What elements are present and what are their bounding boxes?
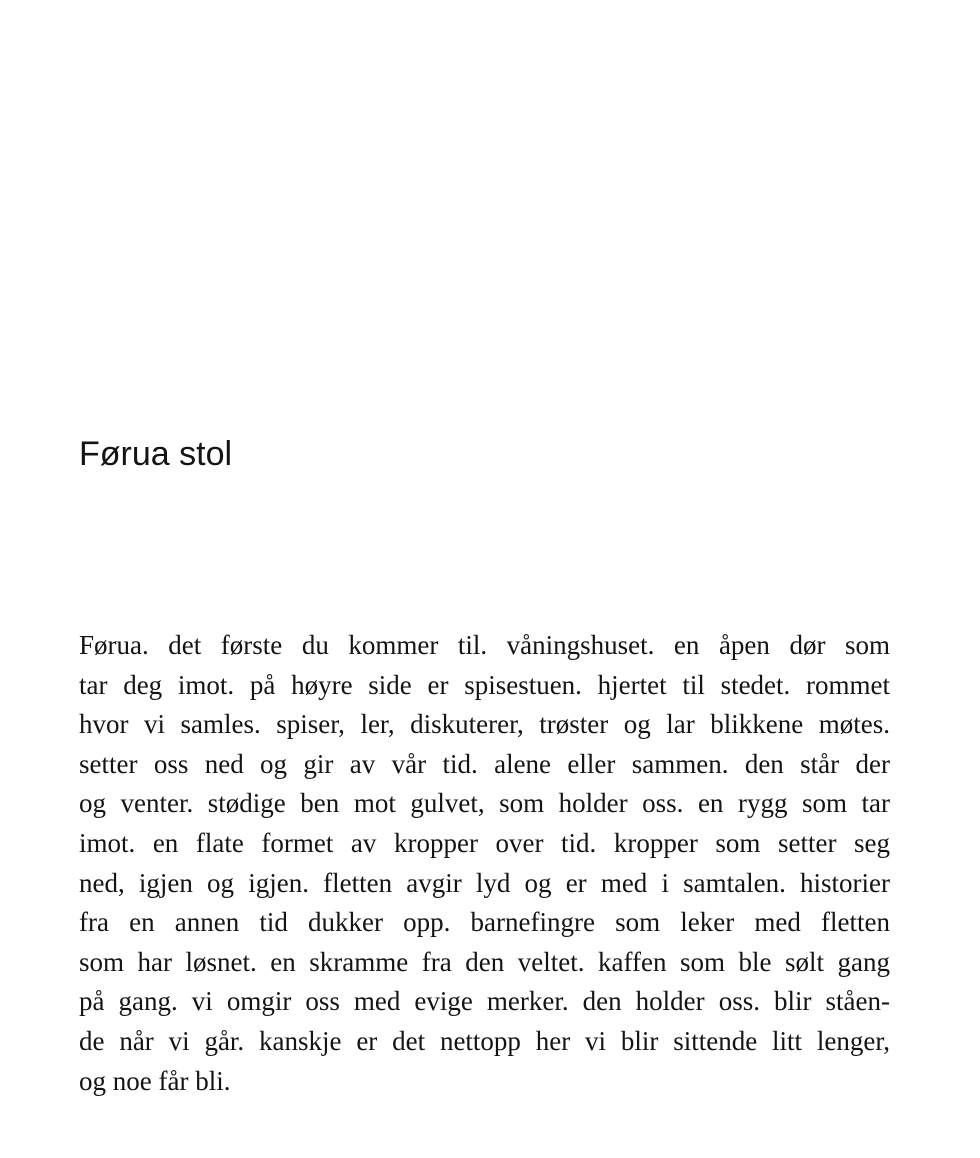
text-line: setter oss ned og gir av vår tid. alene eller sammen. den står der [79, 748, 890, 779]
text-line: og noe får bli. [79, 1065, 231, 1096]
text-line: og venter. stødige ben mot gulvet, som holder oss. en rygg som tar [79, 788, 890, 819]
text-line: på gang. vi omgir oss med evige merker. den holder oss. blir ståen- [79, 986, 890, 1017]
text-line: som har løsnet. en skramme fra den veltet. kaffen som ble sølt gang [79, 946, 890, 977]
text-line: Førua. det første du kommer til. våningshuset. en åpen dør som [79, 630, 890, 660]
text-line: fra en annen tid dukker opp. barnefingre som leker med fletten [79, 907, 890, 938]
text-line: tar deg imot. på høyre side er spisestuen. hjertet til stedet. rommet [79, 669, 890, 700]
text-line: de når vi går. kanskje er det nettopp her vi blir sittende litt lenger, [79, 1025, 890, 1056]
page-title: Førua stol [79, 435, 233, 473]
text-line: imot. en flate formet av kropper over tid. kropper som setter seg [79, 827, 890, 858]
body-paragraph [79, 626, 890, 1101]
text-line: ned, igjen og igjen. fletten avgir lyd og er med i samtalen. historier [79, 867, 890, 898]
text-line: hvor vi samles. spiser, ler, diskuterer, trøster og lar blikkene møtes. [79, 709, 890, 740]
